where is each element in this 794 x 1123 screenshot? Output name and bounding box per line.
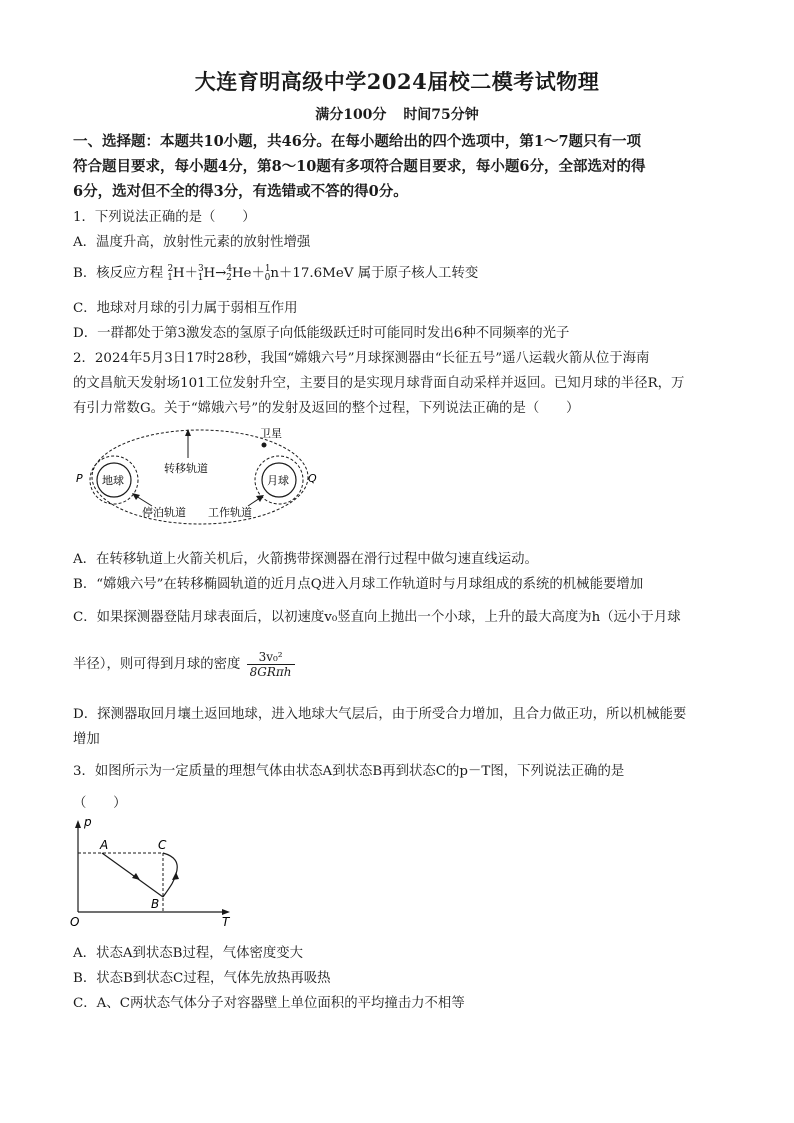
q2-stem-3: 有引力常数G。关于“嫦娥六号”的发射及返回的整个过程，下列说法正确的是（ ） — [73, 401, 580, 416]
exam-subtitle — [0, 104, 794, 124]
label-satellite: 卫星 — [260, 427, 282, 440]
label-moon: 月球 — [267, 474, 289, 487]
label-work-orbit: 工作轨道 — [208, 506, 252, 519]
pt-diagram — [70, 812, 240, 932]
label-p: P — [76, 472, 83, 485]
nuclear-equation: $^2_1$H＋$^3_1$H→$^4_2$He＋$^1_0$n＋17.6MeV — [167, 264, 358, 283]
q2-option-d-2: 增加 — [73, 732, 100, 747]
arrow-parking-head — [132, 493, 140, 500]
q1-option-d: D．一群都处于第3激发态的氢原子向低能级跃迁时可能同时发出6种不同频率的光子 — [73, 326, 570, 341]
label-earth: 地球 — [102, 474, 124, 487]
q1-option-a: A．温度升高，放射性元素的放射性增强 — [73, 235, 311, 250]
q2-option-c-2-text: 半径），则可得到月球的密度 — [73, 657, 241, 672]
q2-option-c-2 — [73, 650, 295, 679]
q2-option-a: A．在转移轨道上火箭关机后，火箭携带探测器在滑行过程中做匀速直线运动。 — [73, 552, 538, 567]
density-fraction — [247, 650, 295, 679]
density-numerator: 3v₀² — [247, 650, 295, 665]
q1-option-b-suffix: 属于原子核人工转变 — [357, 266, 479, 281]
q1-stem: 1．下列说法正确的是（ ） — [73, 210, 256, 225]
process-b-to-c-arrow — [172, 872, 179, 880]
arrow-transfer-head — [185, 429, 191, 436]
q1-option-b-prefix: B．核反应方程 — [73, 266, 164, 281]
section-instructions-1: 一、选择题：本题共10小题，共46分。在每小题给出的四个选项中，第1～7题只有一项 — [73, 133, 642, 150]
q2-option-b: B．“嫦娥六号”在转移椭圆轨道的近月点Q进入月球工作轨道时与月球组成的系统的机械能要增加 — [73, 577, 644, 592]
label-p-axis: p — [84, 815, 92, 829]
process-a-to-b-arrow — [132, 873, 140, 880]
orbit-diagram — [70, 420, 330, 540]
label-transfer-orbit: 转移轨道 — [164, 462, 208, 475]
arrow-parking — [136, 496, 152, 506]
q1-option-c: C．地球对月球的引力属于弱相互作用 — [73, 301, 298, 316]
label-origin: O — [70, 915, 80, 929]
q1-option-b — [73, 262, 478, 283]
q2-option-d-1: D．探测器取回月壤土返回地球，进入地球大气层后，由于所受合力增加，且合力做正功，所以机械能要 — [73, 707, 687, 722]
section-instructions-2: 符合题目要求，每小题4分，第8～10题有多项符合题目要求，每小题6分，全部选对的得 — [73, 158, 646, 175]
exam-title: 大连育明高级中学2024届校二模考试物理 — [194, 69, 600, 94]
axis-p-arrow — [75, 820, 81, 828]
label-q: Q — [308, 472, 317, 485]
arrow-work-head — [256, 495, 264, 502]
label-parking-orbit: 停泊轨道 — [142, 506, 186, 519]
q3-stem-2: （ ） — [73, 796, 127, 811]
label-state-b: B — [151, 897, 160, 911]
label-t-axis: T — [222, 915, 230, 929]
q3-option-a: A．状态A到状态B过程，气体密度变大 — [73, 946, 304, 961]
q3-stem-1: 3．如图所示为一定质量的理想气体由状态A到状态B再到状态C的p－T图，下列说法正确的是 — [73, 764, 625, 779]
q2-option-c-1: C．如果探测器登陆月球表面后，以初速度v₀竖直向上抛出一个小球，上升的最大高度为h（远小于月球 — [73, 610, 681, 625]
q3-option-c: C．A、C两状态气体分子对容器壁上单位面积的平均撞击力不相等 — [73, 996, 465, 1011]
label-state-c: C — [158, 838, 167, 852]
q3-option-b: B．状态B到状态C过程，气体先放热再吸热 — [73, 971, 331, 986]
satellite-dot — [262, 443, 267, 448]
section-instructions-3: 6分，选对但不全的得3分，有选错或不答的得0分。 — [73, 183, 408, 200]
score-text: 满分100分 — [315, 107, 387, 123]
q2-stem-1: 2．2024年5月3日17时28秒，我国“嫦娥六号”月球探测器由“长征五号”遥八运载火箭从位于海南 — [73, 351, 650, 366]
time-text: 时间75分钟 — [403, 107, 479, 123]
process-a-to-b — [102, 853, 163, 897]
density-denominator: 8GRπh — [249, 665, 292, 679]
label-state-a: A — [100, 838, 109, 852]
q2-stem-2: 的文昌航天发射场101工位发射升空，主要目的是实现月球背面自动采样并返回。已知月球的半径R，万 — [73, 376, 685, 391]
